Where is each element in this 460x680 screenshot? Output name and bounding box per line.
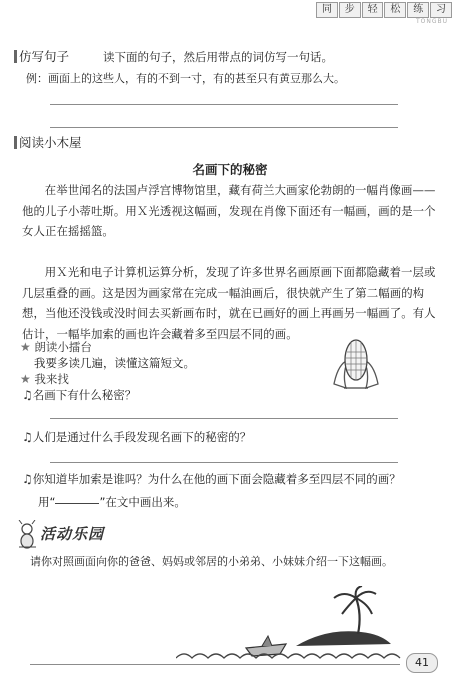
star-icon: ★	[20, 372, 31, 386]
question-4	[38, 494, 186, 510]
bug-mascot-icon	[16, 520, 38, 550]
banner-subtext: TONGBU	[415, 18, 448, 25]
section-marker	[14, 136, 17, 149]
section3-task: 请你对照画面向你的爸爸、妈妈或邻居的小弟弟、小妹妹介绍一下这幅画。	[30, 555, 393, 568]
banner-char: 练	[407, 2, 429, 18]
section1-header	[14, 49, 69, 65]
underline-blank	[55, 503, 99, 504]
section1-instruction: 读下面的句子，然后用带点的词仿写一句话。	[103, 50, 333, 64]
page-number: 41	[406, 653, 438, 673]
section1-title: 仿写句子	[19, 49, 70, 64]
answer-line[interactable]	[50, 127, 398, 128]
footer-rule	[30, 664, 400, 665]
question-1	[22, 387, 136, 403]
star-icon: ★	[20, 340, 31, 354]
banner-char: 轻	[362, 2, 384, 18]
answer-line[interactable]	[50, 462, 398, 463]
question-text: 人们是通过什么手段发现名画下的秘密的？	[32, 430, 252, 444]
find-label	[20, 371, 69, 387]
section1-example: 例：画面上的这些人，有的不到一寸，有的甚至只有黄豆那么大。	[26, 72, 345, 85]
read-task: 我要多读几遍，读懂这篇短文。	[34, 356, 195, 370]
banner-box	[316, 2, 452, 18]
banner-char: 习	[430, 2, 452, 18]
read-corner-label	[20, 339, 92, 355]
question-text: 名画下有什么秘密？	[32, 388, 137, 402]
section3-title: 活动乐园	[40, 525, 105, 543]
banner-char: 步	[339, 2, 361, 18]
read-corner-title: 朗读小擂台	[34, 340, 92, 354]
section-marker	[14, 50, 17, 63]
question-suffix: ”在文中画出来。	[99, 495, 186, 509]
island-scene-illustration	[176, 586, 406, 664]
question-prefix: 用“	[38, 495, 56, 509]
music-note-icon: ♫	[22, 388, 33, 402]
find-title: 我来找	[34, 372, 69, 386]
article-paragraph-2	[22, 262, 440, 344]
section2-header	[14, 135, 82, 151]
music-note-icon: ♫	[22, 472, 33, 486]
answer-line[interactable]	[50, 418, 398, 419]
paragraph-text: 在举世闻名的法国卢浮宫博物馆里，藏有荷兰大画家伦勃朗的一幅肖像画——他的儿子小蒂吐斯。用Ｘ光透视这幅画，发现在肖像下面还有一幅画，画的是一个女人正在摇摇篮。	[22, 183, 436, 238]
article-title: 名画下的秘密	[192, 162, 268, 177]
question-3	[22, 471, 401, 487]
corn-illustration-icon	[328, 334, 384, 392]
section2-title: 阅读小木屋	[19, 135, 82, 150]
question-text: 你知道毕加索是谁吗？为什么在他的画下面会隐藏着多至四层不同的画？	[32, 472, 401, 486]
question-2	[22, 429, 251, 445]
paragraph-text: 用Ｘ光和电子计算机运算分析，发现了许多世界名画原画下面都隐藏着一层或几层重叠的画。这是因为画家常在完成一幅油画后，很快就产生了第二幅画的构想，当他还没钱或没时间去买新画布时，就在已画好的画上再画另一幅画了。有人估计，一幅毕加索的画也许会藏着多至四层不同的画。	[22, 265, 436, 341]
answer-line[interactable]	[50, 104, 398, 105]
music-note-icon: ♫	[22, 430, 33, 444]
article-paragraph-1	[22, 180, 440, 242]
banner-char: 同	[316, 2, 338, 18]
header-banner	[316, 2, 452, 23]
banner-char: 松	[384, 2, 406, 18]
